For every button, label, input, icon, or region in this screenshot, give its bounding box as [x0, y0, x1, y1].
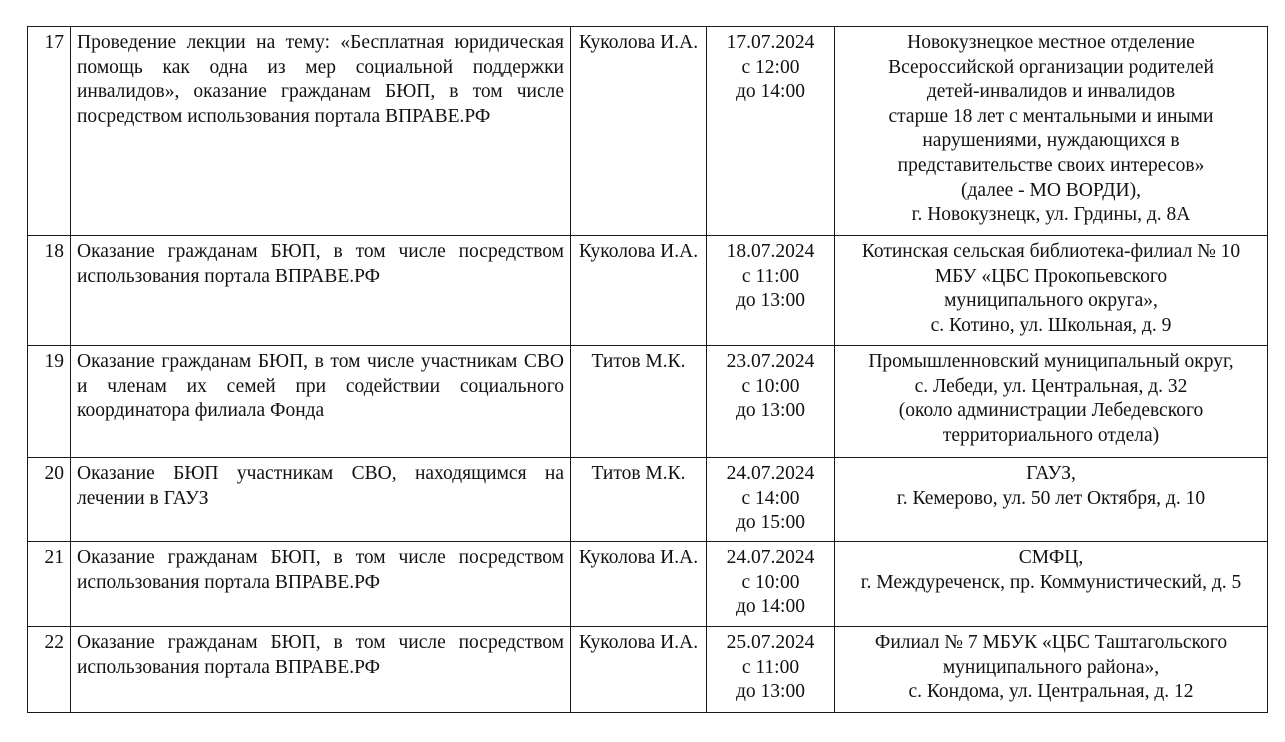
- event-description: Проведение лекции на тему: «Бесплатная юридическая помощь как одна из мер социальной поддержки инвалидов», оказание гражданам БЮП, в том числе посредством использования портала ВПРАВЕ.РФ: [71, 27, 571, 236]
- events-table: [27, 26, 1268, 713]
- event-date: 24.07.2024: [726, 463, 815, 484]
- venue-line: г. Новокузнецк, ул. Грдины, д. 8А: [911, 204, 1191, 226]
- event-description: Оказание гражданам БЮП, в том числе посредством использования портала ВПРАВЕ.РФ: [71, 627, 571, 713]
- venue-line: с. Котино, ул. Школьная, д. 9: [930, 314, 1172, 336]
- time-from: с 10:00: [741, 375, 800, 397]
- event-date: 18.07.2024: [726, 241, 815, 262]
- time-to: до 13:00: [736, 681, 805, 703]
- table-row: [28, 27, 1268, 236]
- date-time-cell: [707, 627, 835, 713]
- venue-line: Котинская сельская библиотека-филиал № 10: [861, 241, 1241, 262]
- responsible-person: Титов М.К.: [571, 458, 707, 542]
- time-from: с 11:00: [741, 265, 800, 287]
- venue-line: с. Лебеди, ул. Центральная, д. 32: [914, 375, 1188, 397]
- venue-line: муниципального округа»,: [944, 290, 1158, 312]
- row-number: 22: [28, 627, 71, 713]
- row-number: 21: [28, 542, 71, 627]
- venue-line: Филиал № 7 МБУК «ЦБС Таштагольского: [874, 632, 1228, 653]
- event-date: 23.07.2024: [726, 351, 815, 372]
- venue-cell: [835, 236, 1268, 346]
- date-time-cell: [707, 458, 835, 542]
- time-to: до 14:00: [736, 81, 805, 103]
- time-to: до 13:00: [736, 400, 805, 422]
- date-time-cell: [707, 542, 835, 627]
- venue-line: ГАУЗ,: [1026, 463, 1076, 484]
- date-time-cell: [707, 236, 835, 346]
- row-number: 17: [28, 27, 71, 236]
- responsible-person: Куколова И.А.: [571, 27, 707, 236]
- venue-line: детей-инвалидов и инвалидов: [926, 81, 1176, 103]
- event-date: 24.07.2024: [726, 547, 815, 568]
- table-row: [28, 346, 1268, 458]
- event-date: 17.07.2024: [726, 32, 815, 53]
- venue-cell: [835, 27, 1268, 236]
- event-date: 25.07.2024: [726, 632, 815, 653]
- venue-line: нарушениями, нуждающихся в: [922, 130, 1180, 152]
- venue-line: с. Кондома, ул. Центральная, д. 12: [908, 681, 1194, 703]
- venue-line: старше 18 лет с ментальными и иными: [888, 105, 1214, 127]
- table-row: [28, 458, 1268, 542]
- venue-cell: [835, 346, 1268, 458]
- venue-line: СМФЦ,: [1018, 547, 1084, 568]
- venue-line: МБУ «ЦБС Прокопьевского: [934, 265, 1168, 287]
- time-from: с 11:00: [741, 656, 800, 678]
- responsible-person: Куколова И.А.: [571, 627, 707, 713]
- responsible-person: Куколова И.А.: [571, 542, 707, 627]
- table-row: [28, 236, 1268, 346]
- responsible-person: Куколова И.А.: [571, 236, 707, 346]
- time-to: до 13:00: [736, 290, 805, 312]
- time-from: с 12:00: [741, 56, 800, 78]
- row-number: 18: [28, 236, 71, 346]
- venue-line: Промышленновский муниципальный округ,: [868, 351, 1234, 372]
- venue-line: Новокузнецкое местное отделение: [907, 32, 1195, 53]
- venue-line: Всероссийской организации родителей: [888, 56, 1214, 78]
- time-from: с 14:00: [741, 487, 800, 509]
- row-number: 19: [28, 346, 71, 458]
- time-to: до 14:00: [736, 596, 805, 618]
- venue-line: (около администрации Лебедевского: [898, 400, 1204, 422]
- venue-cell: [835, 542, 1268, 627]
- venue-line: муниципального района»,: [942, 656, 1160, 678]
- event-description: Оказание БЮП участникам СВО, находящимся на лечении в ГАУЗ: [71, 458, 571, 542]
- venue-cell: [835, 458, 1268, 542]
- event-description: Оказание гражданам БЮП, в том числе посредством использования портала ВПРАВЕ.РФ: [71, 542, 571, 627]
- event-description: Оказание гражданам БЮП, в том числе посредством использования портала ВПРАВЕ.РФ: [71, 236, 571, 346]
- row-number: 20: [28, 458, 71, 542]
- venue-line: (далее - МО ВОРДИ),: [960, 179, 1142, 201]
- venue-cell: [835, 627, 1268, 713]
- event-description: Оказание гражданам БЮП, в том числе участникам СВО и членам их семей при содействии социального координатора филиала Фонда: [71, 346, 571, 458]
- venue-line: представительстве своих интересов»: [897, 154, 1205, 176]
- table-row: [28, 627, 1268, 713]
- date-time-cell: [707, 346, 835, 458]
- time-to: до 15:00: [736, 512, 805, 534]
- table-row: [28, 542, 1268, 627]
- venue-line: г. Кемерово, ул. 50 лет Октября, д. 10: [896, 487, 1206, 509]
- responsible-person: Титов М.К.: [571, 346, 707, 458]
- venue-line: территориального отдела): [942, 424, 1160, 446]
- time-from: с 10:00: [741, 571, 800, 593]
- venue-line: г. Междуреченск, пр. Коммунистический, д. 5: [860, 571, 1242, 593]
- date-time-cell: [707, 27, 835, 236]
